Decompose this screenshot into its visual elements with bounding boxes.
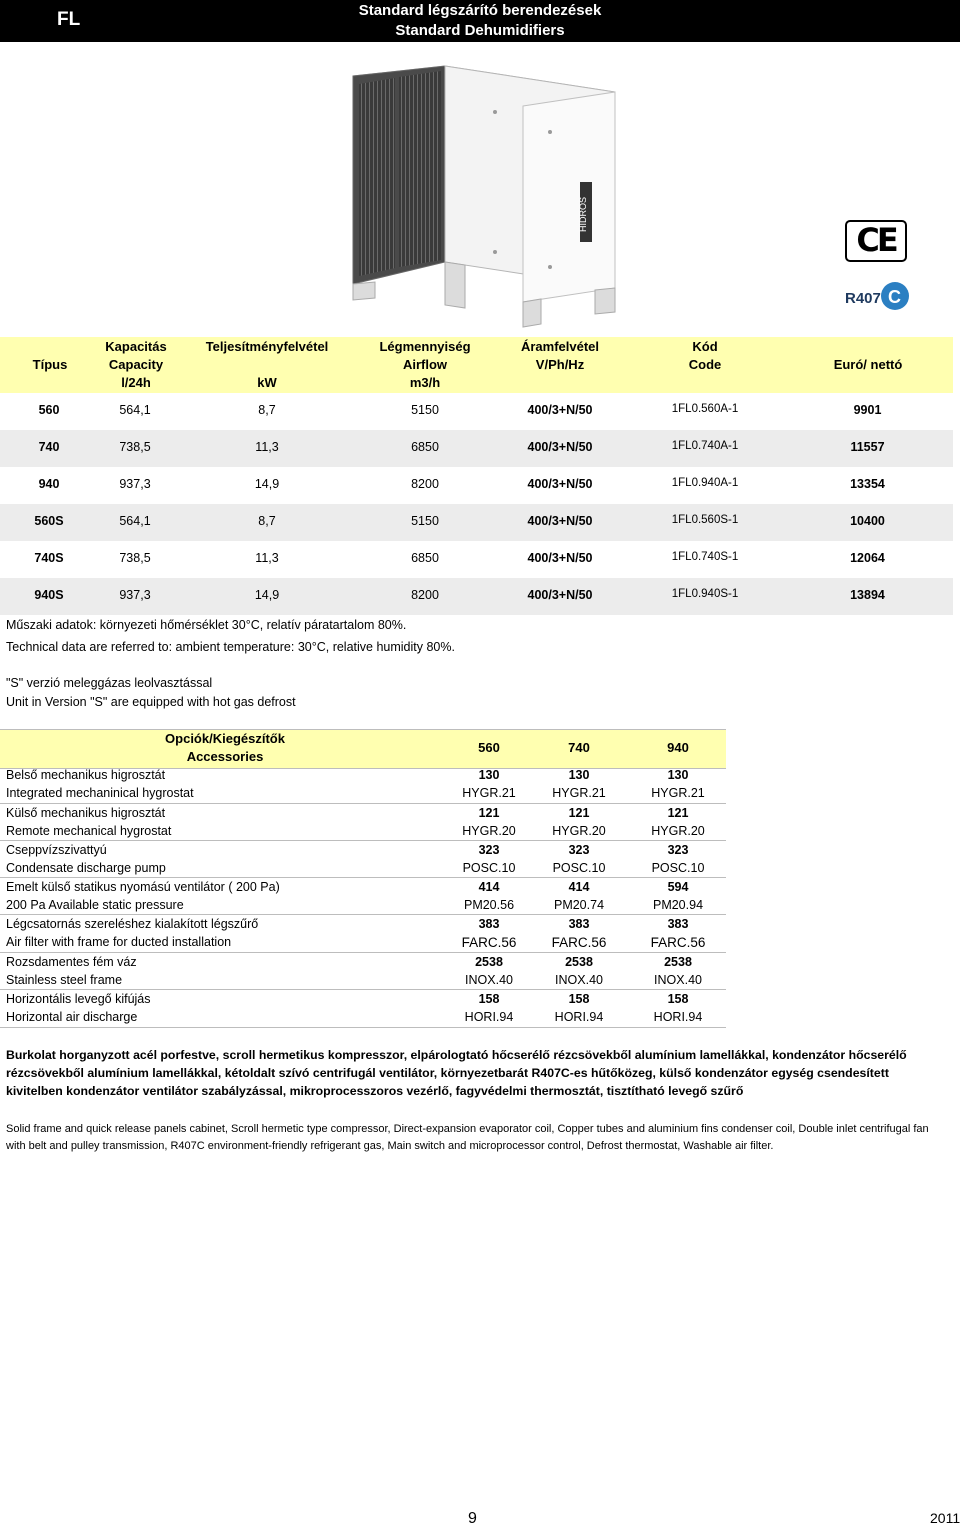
col-current-hu: Áramfelvétel: [520, 339, 600, 354]
accessories-model-940: 940: [667, 740, 689, 755]
r407c-logo-icon: [843, 280, 911, 312]
col-airflow-en: Airflow: [402, 357, 448, 372]
col-type: Típus: [32, 357, 68, 372]
divider: [0, 1027, 726, 1028]
s-version-note-en: Unit in Version "S" are equipped with hot gas defrost: [6, 695, 296, 709]
accessory-code: HYGR.20: [651, 824, 705, 838]
accessories-model-560: 560: [478, 740, 500, 755]
accessory-code: INOX.40: [654, 973, 702, 987]
header-bar: [0, 0, 960, 42]
col-capacity-en: Capacity: [108, 357, 164, 372]
accessory-label-en: Air filter with frame for ducted installation: [6, 935, 232, 949]
accessory-number: 130: [667, 768, 689, 782]
col-capacity-hu: Kapacitás: [105, 339, 167, 354]
accessory-label-en: 200 Pa Available static pressure: [6, 898, 184, 912]
accessory-number: 383: [667, 917, 689, 931]
accessory-code: HORI.94: [464, 1010, 514, 1024]
accessory-number: 2538: [664, 955, 692, 969]
col-code-hu: Kód: [692, 339, 718, 354]
table-row: 560S 564,1 8,7 5150 400/3+N/50 1FL0.560S-1 10400: [0, 504, 953, 541]
accessory-number: 383: [478, 917, 500, 931]
divider: [0, 914, 726, 915]
accessory-code: HYGR.21: [552, 786, 606, 800]
table-row: 940 937,3 14,9 8200 400/3+N/50 1FL0.940A-1 13354: [38, 477, 885, 491]
title-hu: Standard légszárító berendezések: [358, 2, 602, 19]
accessories-model-740: 740: [568, 740, 590, 755]
accessory-code: FARC.56: [650, 935, 706, 950]
accessory-number: 121: [568, 806, 590, 820]
accessory-code: HORI.94: [653, 1010, 703, 1024]
table-header: [0, 337, 953, 393]
accessory-code: HORI.94: [554, 1010, 604, 1024]
accessory-number: 158: [478, 992, 500, 1006]
svg-text:C: C: [888, 287, 901, 307]
title-en: Standard Dehumidifiers: [395, 22, 565, 39]
footer-year: 2011: [930, 1510, 960, 1526]
col-power-unit: kW: [257, 375, 277, 390]
svg-text:R407: R407: [845, 290, 881, 307]
accessory-code: POSC.10: [462, 861, 516, 875]
tech-note-en: Technical data are referred to: ambient temperature: 30°C, relative humidity 80%.: [6, 640, 455, 654]
accessory-number: 414: [568, 880, 590, 894]
table-row: 560 564,1 8,7 5150 400/3+N/50 1FL0.560A-1 9901: [38, 403, 882, 417]
page-number: 9: [468, 1510, 477, 1527]
accessory-code: PM20.74: [553, 898, 605, 912]
accessory-label-hu: Rozsdamentes fém váz: [6, 955, 137, 969]
svg-text:HIDROS: HIDROS: [578, 196, 588, 232]
accessory-number: 323: [667, 843, 689, 857]
divider: [0, 840, 726, 841]
accessory-number: 2538: [565, 955, 593, 969]
divider: [0, 989, 726, 990]
accessory-number: 130: [478, 768, 500, 782]
col-power-hu: Teljesítményfelvétel: [205, 339, 329, 354]
accessory-label-hu: Légcsatornás szereléshez kialakított légszűrő: [6, 917, 259, 931]
accessory-number: 158: [667, 992, 689, 1006]
col-price: Euró/ nettó: [833, 357, 903, 372]
accessory-label-hu: Cseppvízszivattyú: [6, 843, 107, 857]
accessory-label-hu: Külső mechanikus higrosztát: [6, 806, 166, 820]
accessory-label-en: Stainless steel frame: [6, 973, 123, 987]
ce-mark-icon: CE: [845, 220, 907, 262]
accessory-code: INOX.40: [465, 973, 513, 987]
accessory-number: 121: [478, 806, 500, 820]
divider: [0, 952, 726, 953]
description-en: Solid frame and quick release panels cabinet, Scroll hermetic type compressor, Direct-expansion evaporator coil, Copper tubes and aluminium fins condenser coil, Double inlet centrifugal fan with belt and pulley transmission, R407C environment-friendly refrigerant gas, Main switch and microprocessor control, Defrost thermostat, Washable air filter.: [6, 1123, 929, 1152]
tech-note-hu: Műszaki adatok: környezeti hőmérséklet 30°C, relatív páratartalom 80%.: [6, 618, 407, 632]
accessory-number: 594: [667, 880, 689, 894]
accessory-code: HYGR.21: [651, 786, 705, 800]
divider: [0, 877, 726, 878]
accessory-label-en: Integrated mechaninical hygrostat: [6, 786, 194, 800]
accessory-code: POSC.10: [651, 861, 705, 875]
accessory-label-en: Remote mechanical hygrostat: [6, 824, 172, 838]
accessory-code: FARC.56: [551, 935, 607, 950]
accessory-number: 130: [568, 768, 590, 782]
accessory-number: 158: [568, 992, 590, 1006]
description-hu: Burkolat horganyzott acél porfestve, scroll hermetikus kompresszor, elpárologtató hőcserélő rézcsövekből alumínium lamellákkal, kondenzátor hőcserélő rézcsövekből alumínium lamellákkal, kétoldalt szívó centrifugál ventilátor, környezetbarát R407C-es hűtőközeg, külső kondenzátor egység csendesített kivitelben kondenzátor ventilátor szabályzással, mikroprocesszoros vezérlő, fagyvédelmi thermosztát, tisztítható levegő szűrő: [6, 1048, 907, 1098]
accessory-label-en: Horizontal air discharge: [6, 1010, 138, 1024]
divider: [0, 803, 726, 804]
accessory-number: 323: [478, 843, 500, 857]
table-row: 940S 937,3 14,9 8200 400/3+N/50 1FL0.940S-1 13894: [0, 578, 953, 615]
accessories-header: [0, 729, 726, 769]
accessory-code: PM20.56: [463, 898, 515, 912]
accessory-number: 383: [568, 917, 590, 931]
col-capacity-unit: l/24h: [121, 375, 151, 390]
accessory-number: 121: [667, 806, 689, 820]
table-row: 740 738,5 11,3 6850 400/3+N/50 1FL0.740A-1 11557: [0, 430, 953, 467]
s-version-note-hu: "S" verzió meleggázas leolvasztással: [6, 676, 213, 690]
table-row: 740S 738,5 11,3 6850 400/3+N/50 1FL0.740S-1 12064: [34, 551, 885, 565]
accessory-label-hu: Belső mechanikus higrosztát: [6, 768, 166, 782]
accessory-label-en: Condensate discharge pump: [6, 861, 166, 875]
accessory-number: 323: [568, 843, 590, 857]
accessory-label-hu: Emelt külső statikus nyomású ventilátor ( 200 Pa): [6, 880, 280, 894]
accessory-code: HYGR.20: [462, 824, 516, 838]
accessory-code: FARC.56: [461, 935, 517, 950]
accessories-title-hu: Opciók/Kiegészítők: [165, 731, 285, 746]
accessory-number: 2538: [475, 955, 503, 969]
accessory-code: INOX.40: [555, 973, 603, 987]
accessories-title-en: Accessories: [186, 749, 264, 764]
product-image: [345, 62, 627, 332]
product-code: FL: [57, 9, 81, 30]
col-current-unit: V/Ph/Hz: [535, 357, 585, 372]
accessory-code: POSC.10: [552, 861, 606, 875]
col-code-en: Code: [688, 357, 722, 372]
accessory-code: PM20.94: [652, 898, 704, 912]
accessory-number: 414: [478, 880, 500, 894]
accessory-code: HYGR.21: [462, 786, 516, 800]
accessory-code: HYGR.20: [552, 824, 606, 838]
accessory-label-hu: Horizontális levegő kifújás: [6, 992, 151, 1006]
col-airflow-hu: Légmennyiség: [379, 339, 471, 354]
col-airflow-unit: m3/h: [409, 375, 441, 390]
